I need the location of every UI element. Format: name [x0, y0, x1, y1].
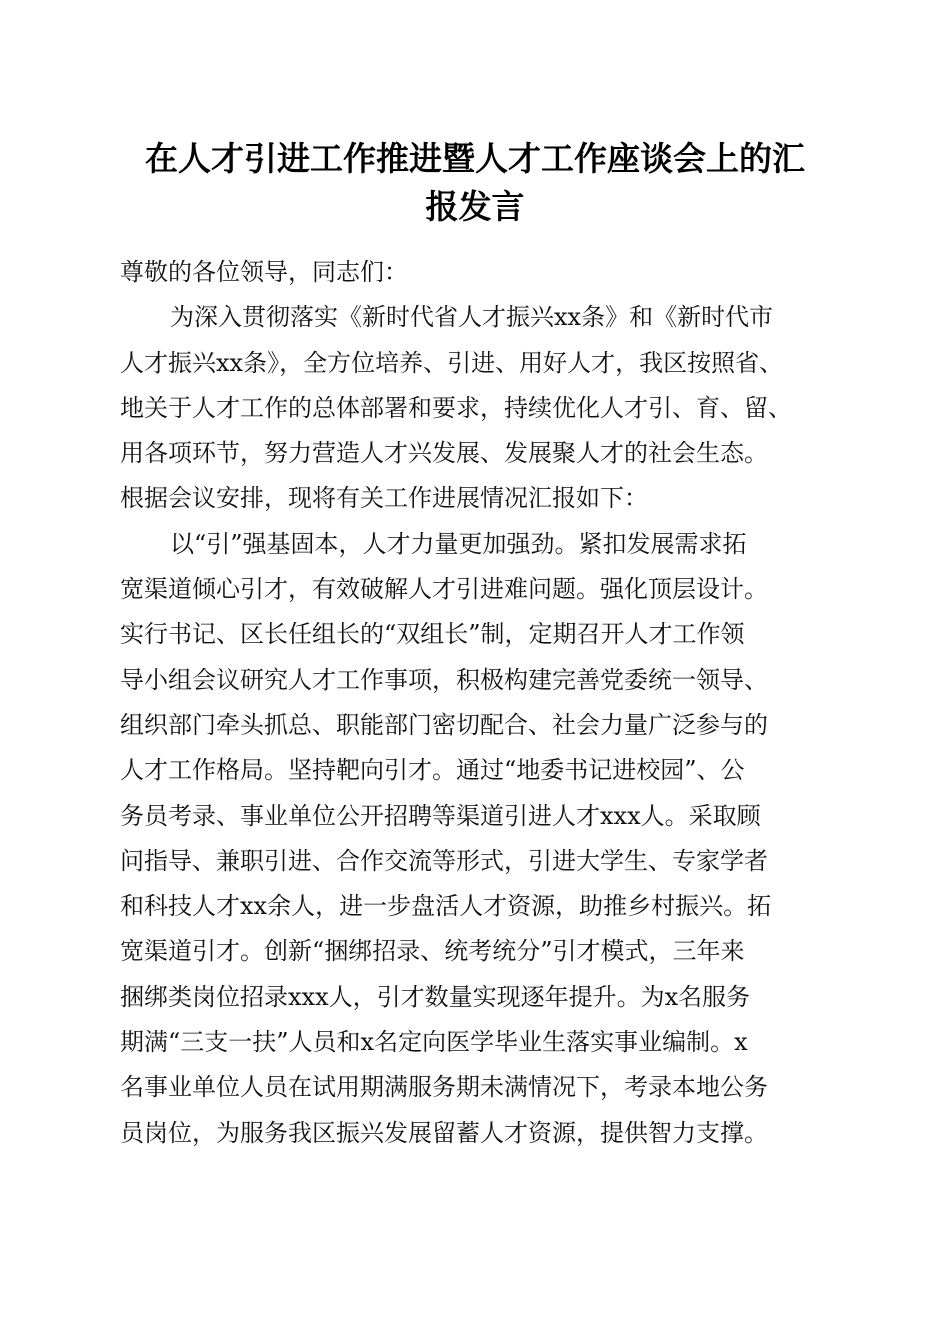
paragraph-line: 导小组会议研究人才工作事项，积极构建完善党委统一领导、: [120, 665, 768, 694]
paragraph-line: 用各项环节，努力营造人才兴发展、发展聚人才的社会生态。: [120, 439, 768, 468]
paragraph-line: 和科技人才xx余人，进一步盘活人才资源，助推乡村振兴。拓: [120, 892, 772, 921]
paragraph-line: 捆绑类岗位招录xxx人，引才数量实现逐年提升。为x名服务: [120, 982, 751, 1011]
paragraph-line: 员岗位，为服务我区振兴发展留蓄人才资源，提供智力支撑。: [120, 1118, 768, 1147]
paragraph-line: 务员考录、事业单位公开招聘等渠道引进人才xxx人。采取顾: [120, 801, 761, 830]
document-title: [110, 135, 840, 231]
paragraph-line: 人才工作格局。坚持靶向引才。通过“地委书记进校园”、公: [120, 756, 745, 785]
document-body: [120, 250, 840, 1156]
paragraph-line: 期满“三支一扶”人员和x名定向医学毕业生落实事业编制。x: [120, 1028, 748, 1057]
paragraph-line: 人才振兴xx条》，全方位培养、引进、用好人才，我区按照省、: [120, 348, 784, 377]
paragraph-line: 根据会议安排，现将有关工作进展情况汇报如下：: [120, 484, 648, 513]
title-line-2: 报发言: [425, 187, 525, 226]
paragraph-line: 实行书记、区长任组长的“双组长”制，定期召开人才工作领: [120, 620, 745, 649]
paragraph-line: 以“引”强基固本，人才力量更加强劲。紧扣发展需求拓: [170, 529, 747, 558]
paragraph-line: 宽渠道引才。创新“捆绑招录、统考统分”引才模式，三年来: [120, 937, 745, 966]
paragraph-line: 组织部门牵头抓总、职能部门密切配合、社会力量广泛参与的: [120, 710, 768, 739]
paragraph-line: 宽渠道倾心引才，有效破解人才引进难问题。强化顶层设计。: [120, 575, 768, 604]
paragraph-line: 名事业单位人员在试用期满服务期未满情况下，考录本地公务: [120, 1073, 768, 1102]
salutation: 尊敬的各位领导，同志们：: [120, 258, 408, 286]
paragraph-line: 地关于人才工作的总体部署和要求，持续优化人才引、育、留、: [120, 393, 792, 422]
paragraph-line: 为深入贯彻落实《新时代省人才振兴xx条》和《新时代市: [170, 303, 774, 332]
title-line-1: 在人才引进工作推进暨人才工作座谈会上的汇: [145, 139, 805, 178]
paragraph-line: 问指导、兼职引进、合作交流等形式，引进大学生、专家学者: [120, 846, 768, 875]
